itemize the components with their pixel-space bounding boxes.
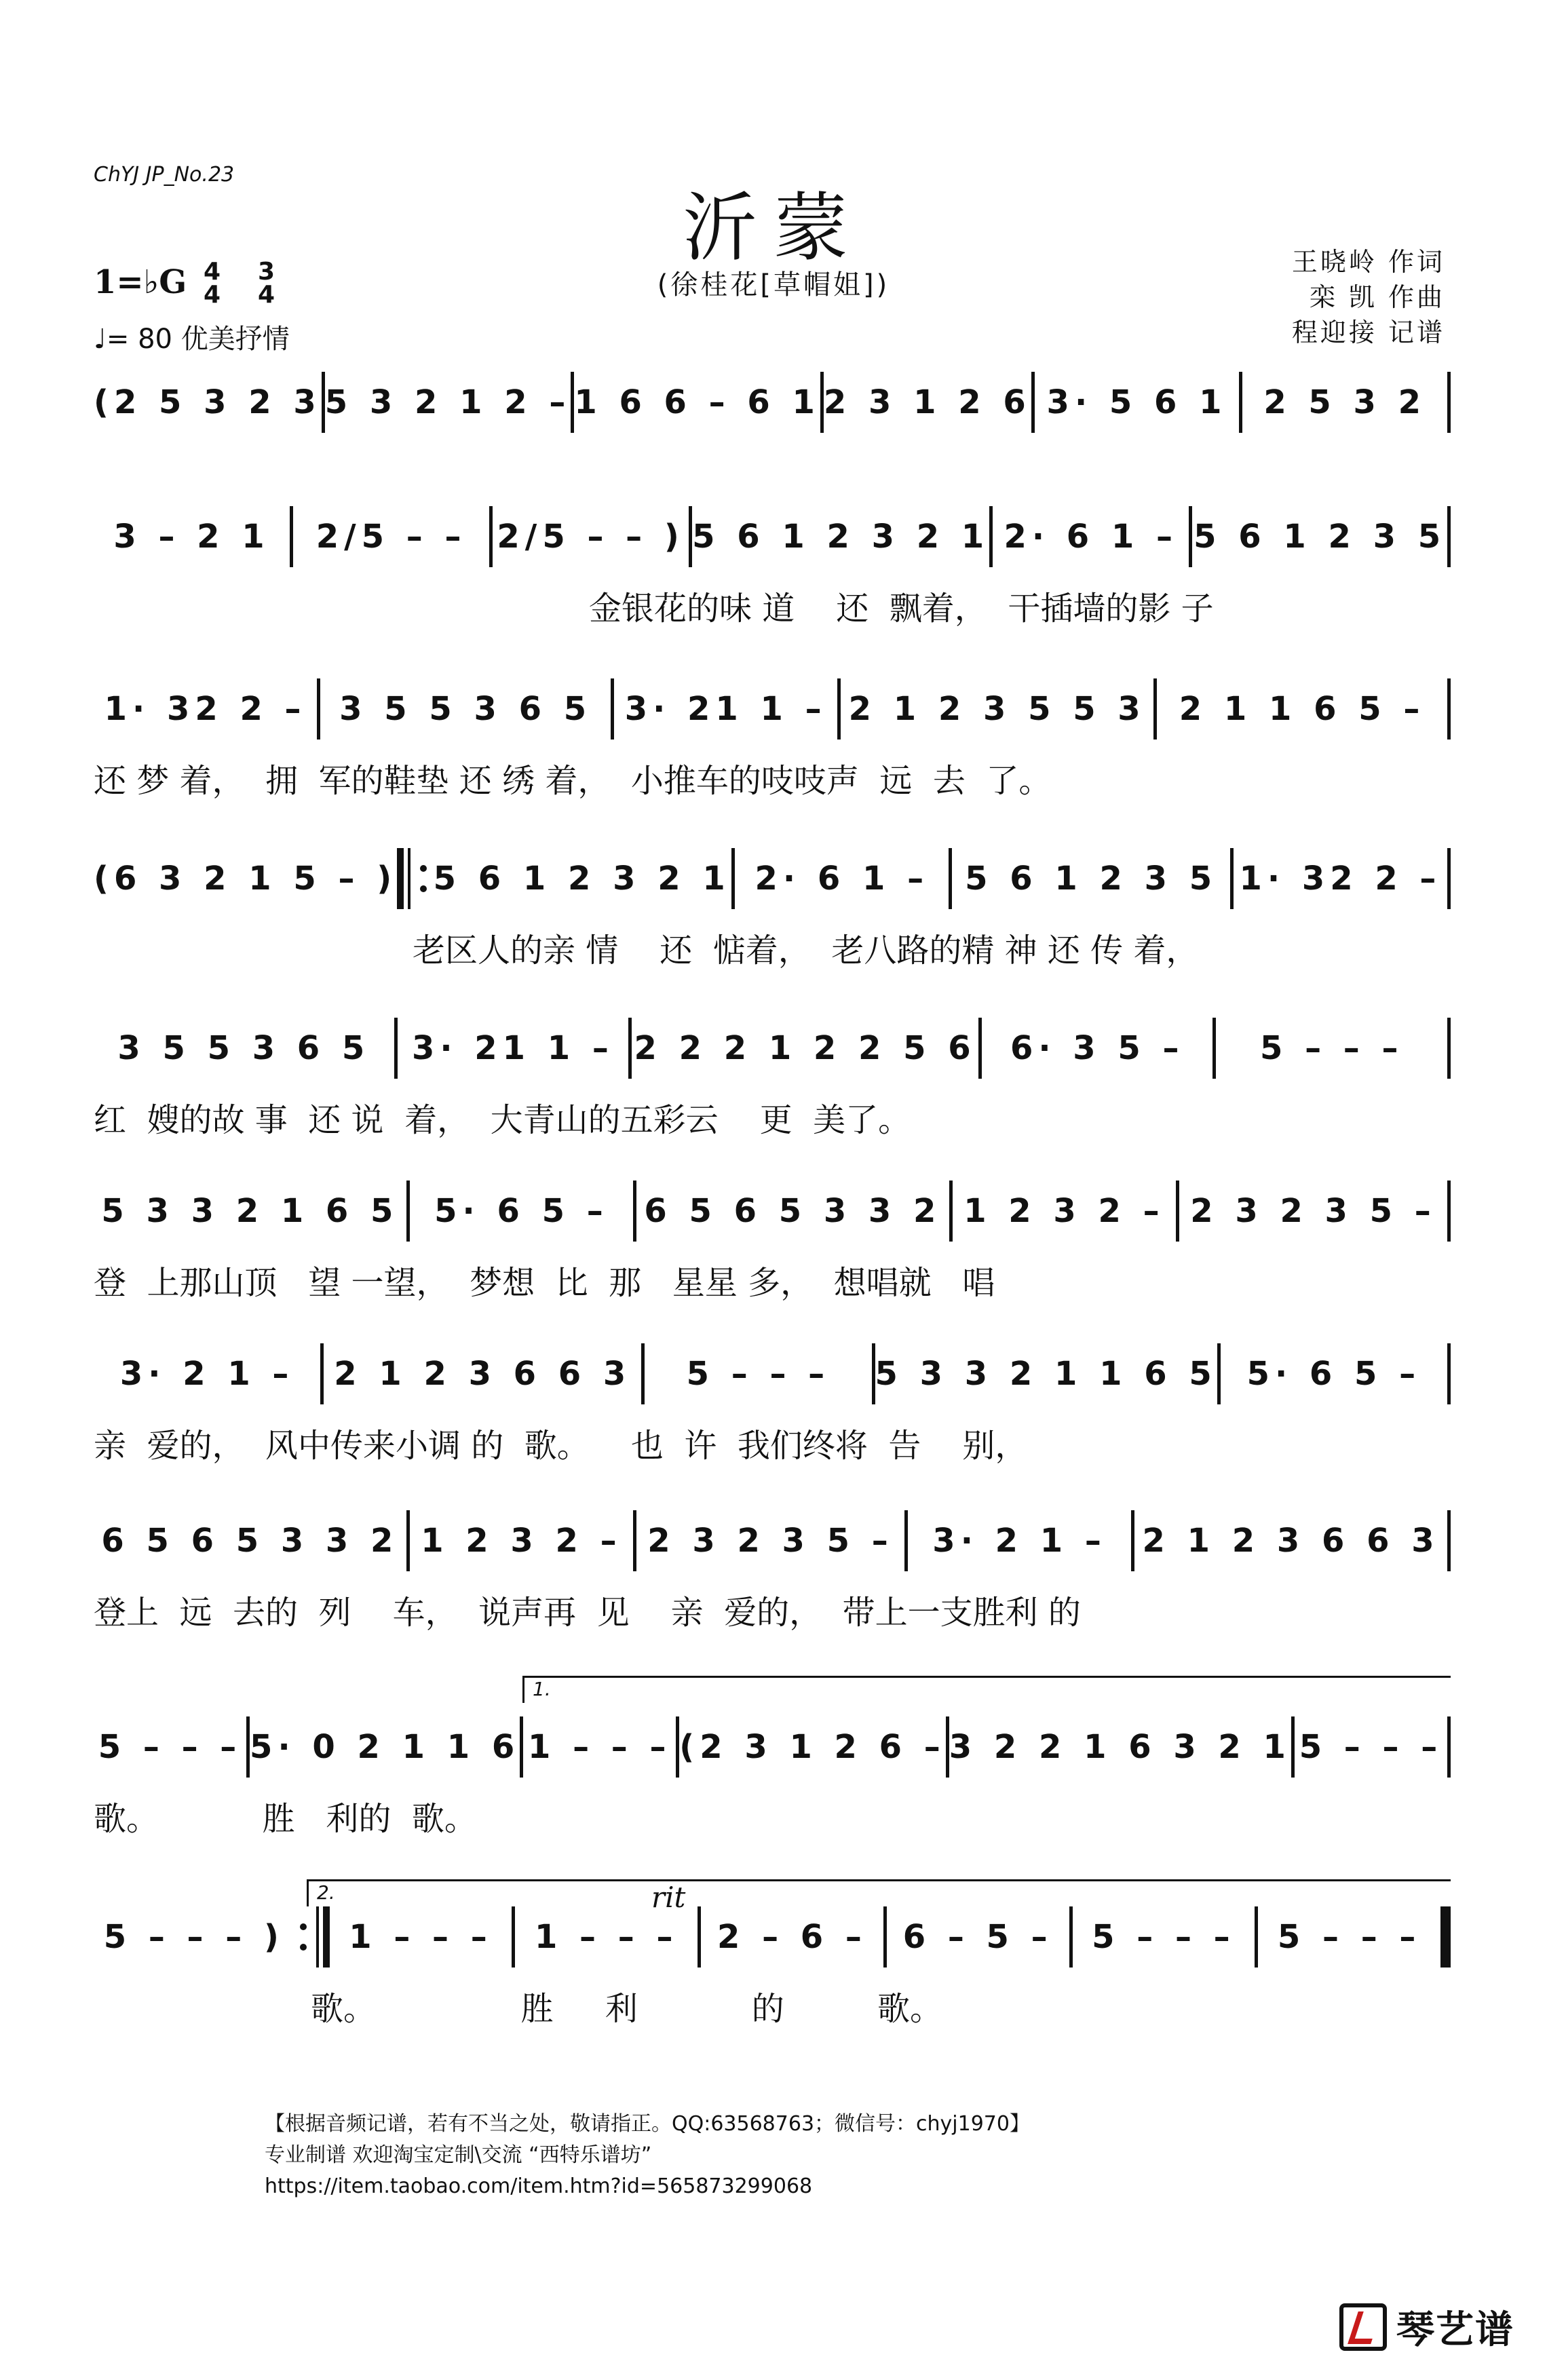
lyrics-line: 金银花的味 道 还 飘着， 干插墙的影 子 [589, 590, 1214, 628]
site-logo [1339, 2300, 1514, 2354]
measure [523, 1716, 676, 1778]
transcriber-credit: 程迎接 记谱 [1291, 318, 1445, 347]
repeat-start-barline [397, 848, 432, 909]
measure [94, 506, 290, 567]
measure-notes: 3 – 2 1 [113, 518, 270, 556]
measure [841, 678, 1153, 740]
measure [94, 1018, 394, 1079]
measure [735, 848, 949, 909]
measure-notes: 2 3 1 2 6 [823, 383, 1031, 421]
meter-bottom: 4 [204, 281, 221, 309]
composer-credit: 栾 凯 作曲 [1309, 282, 1445, 312]
measure [949, 1716, 1291, 1778]
measure-notes: 6 5 6 5 3 3 2 [101, 1522, 399, 1560]
footer-contact: 【根据音频记谱，若有不当之处，敬请指正。QQ:63568763；微信号：chyj1970】 [265, 2112, 1030, 2136]
tempo-marking: ♩= 80 优美抒情 [94, 324, 290, 355]
measure [1234, 848, 1447, 909]
measure [953, 1181, 1176, 1242]
measure [632, 1018, 978, 1079]
measure-notes: 2 2 2 1 2 2 5 6 [634, 1029, 976, 1067]
notes-row [94, 848, 1451, 909]
measure-notes: 2 3 2 3 5 – [647, 1522, 894, 1560]
measure [1179, 1181, 1447, 1242]
measure [645, 1343, 871, 1404]
measure-notes: 5 – – – [1299, 1728, 1443, 1766]
logo-text: 琴艺谱 [1396, 2308, 1514, 2352]
measure [887, 1906, 1069, 1968]
notes-row [94, 1343, 1451, 1404]
measure-notes: (2 5 3 2 3 [94, 383, 322, 421]
measure-notes: 3· 21 1 – [411, 1029, 614, 1067]
score-system-10 [94, 1906, 1451, 2056]
measure [94, 372, 322, 433]
measure-notes: 5 3 3 2 1 1 6 5 [875, 1355, 1217, 1393]
score-system-2 [94, 506, 1451, 655]
meter-top: 3 [258, 258, 275, 286]
logo-mark-icon [1339, 2303, 1387, 2351]
notes-row [94, 1181, 1451, 1242]
score-system-8 [94, 1510, 1451, 1659]
score-system-4 [94, 848, 1451, 997]
measure [636, 1510, 904, 1571]
ritardando-mark: rit [651, 1881, 686, 1914]
meter-bottom: 4 [258, 281, 275, 309]
score-system-1 [94, 372, 1451, 521]
key-signature: 1=♭G [94, 263, 187, 301]
lyrics-line: 亲 爱的， 风中传来小调 的 歌。 也 许 我们终将 告 别， [94, 1427, 1028, 1465]
measure [94, 848, 397, 909]
measure [824, 372, 1031, 433]
notes-row [94, 1906, 1451, 1968]
lyrics-line [94, 448, 1451, 495]
footer-studio: 专业制谱 欢迎淘宝定制\交流 “西特乐谱坊” [265, 2143, 652, 2167]
measure-notes: 1· 32 2 – [1239, 860, 1442, 898]
measure-notes: 5 6 1 2 3 2 1 [692, 518, 990, 556]
meter-4-4 [204, 258, 221, 309]
measure-notes: 3· 5 6 1 [1046, 383, 1227, 421]
measure [94, 1343, 320, 1404]
measure-notes: 5 – – – [1277, 1918, 1421, 1956]
measure [493, 506, 689, 567]
measure [320, 678, 611, 740]
measure-notes: 5· 6 5 – [434, 1192, 609, 1230]
score-system-3 [94, 678, 1451, 828]
lyrics-line: 歌。 胜 利 的 歌。 [311, 1990, 943, 2028]
subtitle: (徐桂花[草帽姐]) [657, 269, 890, 301]
lyrics-line: 登 上那山顶 望 一望， 梦想 比 那 星星 多， 想唱就 唱 [94, 1264, 995, 1302]
measure [614, 678, 837, 740]
barline [1447, 1716, 1451, 1778]
footer-link[interactable]: https://item.taobao.com/item.htm?id=565873299068 [265, 2174, 813, 2198]
barline [1447, 1510, 1451, 1571]
barline [1447, 506, 1451, 567]
meter-3-4 [258, 258, 275, 309]
measure [982, 1018, 1213, 1079]
footer-notes [265, 2109, 1030, 2202]
lyrics-line: 还 梦 着， 拥 军的鞋垫 还 绣 着， 小推车的吱吱声 远 去 了。 [94, 762, 1052, 800]
measure-notes: 2 1 2 3 6 6 3 [334, 1355, 632, 1393]
measure [679, 1716, 945, 1778]
measure [875, 1343, 1217, 1404]
measure [94, 1906, 294, 1968]
credits [1292, 244, 1445, 350]
measure-notes: 2 5 3 2 [1263, 383, 1427, 421]
measure [574, 372, 820, 433]
measure-notes: 6· 3 5 – [1010, 1029, 1185, 1067]
measure [250, 1716, 520, 1778]
measure [330, 1906, 512, 1968]
measure-notes: 2 1 1 6 5 – [1179, 690, 1426, 728]
measure [1035, 372, 1240, 433]
measure-notes: 5 3 3 2 1 6 5 [101, 1192, 399, 1230]
measure [94, 1181, 406, 1242]
measure-notes: 5 6 1 2 3 2 1 [433, 860, 731, 898]
measure-notes: 3 2 2 1 6 3 2 1 [949, 1728, 1291, 1766]
measure-notes: 3 5 5 3 6 5 [117, 1029, 370, 1067]
measure [952, 848, 1230, 909]
barline [1447, 1018, 1451, 1079]
page-title: 沂蒙 [683, 185, 864, 271]
measure [94, 678, 317, 740]
lyricist-credit: 王晓岭 作词 [1291, 247, 1445, 277]
notes-row [94, 372, 1451, 433]
notes-row [94, 1510, 1451, 1571]
measure-notes: 2 – 6 – [717, 1918, 867, 1956]
lyrics-line: 红 嫂的故 事 还 说 着， 大青山的五彩云 更 美了。 [94, 1101, 911, 1139]
measure-notes: 2 3 2 3 5 – [1190, 1192, 1436, 1230]
score-system-9 [94, 1716, 1451, 1866]
measure-notes: 2 1 2 3 6 6 3 [1142, 1522, 1440, 1560]
measure-notes: 1 – – – [527, 1728, 672, 1766]
measure [993, 506, 1189, 567]
measure [701, 1906, 883, 1968]
measure [515, 1906, 698, 1968]
measure-notes: 1 – – – [534, 1918, 679, 1956]
meter-top: 4 [204, 258, 221, 286]
measure [1073, 1906, 1255, 1968]
lyrics-line: 歌。 胜 利的 歌。 [94, 1800, 477, 1838]
measure-notes: 3· 2 1 – [119, 1355, 294, 1393]
notes-row [94, 1018, 1451, 1079]
measure [692, 506, 989, 567]
measure [1192, 506, 1447, 567]
measure-notes: 2/5 – – [316, 518, 467, 556]
measure [293, 506, 489, 567]
barline [1447, 372, 1451, 433]
measure-notes: 2 1 2 3 5 5 3 [848, 690, 1146, 728]
measure [1258, 1906, 1440, 1968]
measure-notes: (6 3 2 1 5 – ) [94, 860, 398, 898]
measure-notes: (2 3 1 2 6 – [679, 1728, 946, 1766]
measure-notes: 5· 6 5 – [1246, 1355, 1421, 1393]
measure-notes: 5 – – – [686, 1355, 830, 1393]
measure-notes: 5 – – – ) [103, 1918, 284, 1956]
measure [1242, 372, 1447, 433]
measure-notes: 1· 32 2 – [104, 690, 307, 728]
measure [410, 1510, 633, 1571]
measure [636, 1181, 949, 1242]
measure-notes: 1 – – – [349, 1918, 493, 1956]
measure-notes: 5 – – – [98, 1728, 242, 1766]
measure-notes: 3 5 5 3 6 5 [339, 690, 592, 728]
measure-notes: 5 – – – [1259, 1029, 1404, 1067]
measure-notes: 2· 6 1 – [1004, 518, 1178, 556]
barline [1447, 848, 1451, 909]
measure-notes: 5 6 1 2 3 5 [1193, 518, 1447, 556]
final-barline [1440, 1906, 1451, 1968]
barline [1447, 1343, 1451, 1404]
measure [1157, 678, 1447, 740]
second-ending-bracket: 2. [307, 1879, 1451, 1906]
measure [325, 372, 571, 433]
measure [398, 1018, 629, 1079]
measure-notes: 5 – – – [1092, 1918, 1236, 1956]
score-system-6 [94, 1181, 1451, 1330]
measure-notes: 3· 2 1 – [932, 1522, 1107, 1560]
notes-row [94, 506, 1451, 567]
measure [1216, 1018, 1447, 1079]
measure-notes: 2· 6 1 – [755, 860, 930, 898]
measure [1221, 1343, 1447, 1404]
measure-notes: 5 3 2 1 2 – [324, 383, 571, 421]
measure-notes: 1 2 3 2 – [421, 1522, 622, 1560]
notes-row [94, 678, 1451, 740]
measure-notes: 6 – 5 – [902, 1918, 1053, 1956]
measure [432, 848, 731, 909]
barline [1447, 1181, 1451, 1242]
measure [324, 1343, 641, 1404]
measure [94, 1716, 246, 1778]
measure [908, 1510, 1131, 1571]
barline [1447, 678, 1451, 740]
lyrics-line: 老区人的亲 情 还 惦着， 老八路的精 神 还 传 着， [413, 932, 1199, 970]
repeat-end-barline [294, 1906, 330, 1968]
catalog-number: ChYJ JP_No.23 [94, 163, 235, 187]
first-ending-bracket: 1. [522, 1676, 1451, 1703]
measure [1134, 1510, 1447, 1571]
notes-row [94, 1716, 1451, 1778]
measure-notes: 5· 0 2 1 1 6 [250, 1728, 520, 1766]
measure [1295, 1716, 1447, 1778]
measure-notes: 6 5 6 5 3 3 2 [644, 1192, 942, 1230]
measure-notes: 2/5 – – ) [497, 518, 685, 556]
measure-notes: 3· 21 1 – [624, 690, 827, 728]
measure-notes: 5 6 1 2 3 5 [965, 860, 1218, 898]
score-system-7 [94, 1343, 1451, 1493]
measure-notes: 1 2 3 2 – [963, 1192, 1165, 1230]
measure-notes: 1 6 6 – 6 1 [574, 383, 820, 421]
lyrics-line: 登上 远 去的 列 车， 说声再 见 亲 爱的， 带上一支胜利 的 [94, 1594, 1081, 1632]
measure [94, 1510, 406, 1571]
measure [410, 1181, 633, 1242]
score-system-5 [94, 1018, 1451, 1167]
